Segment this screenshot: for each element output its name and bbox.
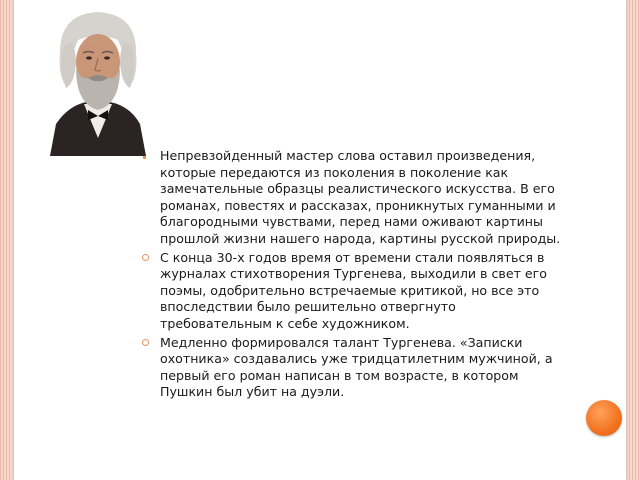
bullet-icon [143, 156, 146, 159]
left-decorative-stripes [0, 0, 11, 480]
right-decorative-stripes [629, 0, 640, 480]
bullet-icon [142, 254, 149, 261]
orange-circle-icon [586, 400, 622, 436]
list-item [140, 335, 570, 401]
list-item [140, 250, 570, 333]
author-portrait [46, 6, 150, 156]
bullet-text: Медленно формировался талант Тургенева. «Записки охотника» создавались уже тридцатилетним мужчиной, а первый его роман написан в том возрасте, в котором Пушкин был убит на дуэли. [160, 334, 553, 400]
list-item [140, 148, 570, 248]
slide [14, 0, 626, 480]
bullet-text: Непревзойденный мастер слова оставил произведения, которые передаются из поколения в поколение как замечательные образцы реалистического искусства. В его романах, повестях и рассказах, проникнутых гуманными и благородными чувствами, перед нами оживают картины прошлой жизни нашего народа, картины русской природы. [160, 148, 561, 246]
bullet-icon [142, 339, 149, 346]
bullet-list [140, 148, 570, 403]
bullet-text: С конца 30-х годов время от времени стали появляться в журналах стихотворения Тургенева, выходили в свет его поэмы, одобрительно встречаемые критикой, но все это впоследствии было решительно отвергнуто требовательным к себе художником. [160, 249, 547, 331]
